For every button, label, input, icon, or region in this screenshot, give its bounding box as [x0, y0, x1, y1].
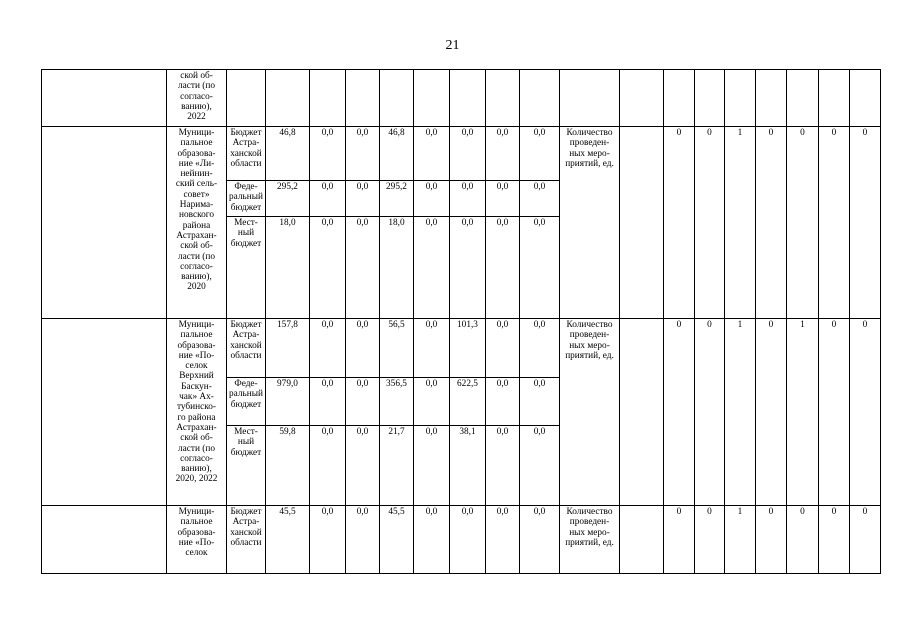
executor-cell: Муници- пальное образова- ние «По- селок [167, 506, 227, 574]
indicator-value-cell: 1 [725, 319, 756, 506]
value-cell: 0,0 [346, 426, 380, 506]
measure-cell [42, 319, 167, 506]
indicator-value-cell: 0 [695, 319, 725, 506]
indicator-value-cell: 0 [787, 127, 819, 319]
value-cell: 0,0 [414, 426, 450, 506]
empty-cell [310, 70, 346, 127]
value-cell: 0,0 [310, 506, 346, 574]
empty-cell [560, 70, 620, 127]
page-number: 21 [445, 38, 460, 53]
indicator-value-cell: 0 [664, 127, 695, 319]
indicator-value-cell: 0 [664, 319, 695, 506]
empty-cell [227, 70, 266, 127]
value-cell: 295,2 [266, 181, 310, 217]
empty-cell [620, 70, 664, 127]
executor-cell: Муници- пальное образова- ние «По- селок Верхний Баскун- чак» Ах- тубинско- го района Астрахан- ской об- ласти (по согласо- ванию), 2020, 2022 [167, 319, 227, 506]
value-cell: 0,0 [346, 378, 380, 426]
funding-source-cell: Феде- ральный бюджет [227, 181, 266, 217]
value-cell: 46,8 [380, 127, 414, 181]
indicator-base-cell [620, 319, 664, 506]
empty-cell [664, 70, 695, 127]
value-cell: 0,0 [486, 127, 520, 181]
value-cell: 0,0 [414, 127, 450, 181]
indicator-base-cell [620, 506, 664, 574]
table-row [42, 70, 881, 127]
measure-cell [42, 506, 167, 574]
value-cell: 0,0 [520, 378, 560, 426]
value-cell: 622,5 [450, 378, 486, 426]
value-cell: 46,8 [266, 127, 310, 181]
value-cell: 0,0 [346, 127, 380, 181]
executor-cell: ской об- ласти (по согласо- ванию), 2022 [167, 70, 227, 127]
value-cell: 101,3 [450, 319, 486, 378]
empty-cell [725, 70, 756, 127]
value-cell: 0,0 [310, 319, 346, 378]
indicator-value-cell: 0 [756, 127, 787, 319]
value-cell: 0,0 [310, 127, 346, 181]
value-cell: 0,0 [414, 217, 450, 319]
indicator-value-cell: 0 [850, 319, 881, 506]
empty-cell [346, 70, 380, 127]
indicator-value-cell: 0 [819, 506, 850, 574]
indicator-value-cell: 0 [787, 506, 819, 574]
measure-cell [42, 127, 167, 319]
value-cell: 979,0 [266, 378, 310, 426]
empty-cell [850, 70, 881, 127]
empty-cell [414, 70, 450, 127]
value-cell: 45,5 [266, 506, 310, 574]
indicator-value-cell: 0 [756, 506, 787, 574]
empty-cell [266, 70, 310, 127]
value-cell: 0,0 [520, 506, 560, 574]
value-cell: 0,0 [450, 506, 486, 574]
funding-source-cell: Мест- ный бюджет [227, 217, 266, 319]
value-cell: 18,0 [266, 217, 310, 319]
indicator-value-cell: 1 [725, 127, 756, 319]
value-cell: 0,0 [486, 378, 520, 426]
empty-cell [520, 70, 560, 127]
indicator-value-cell: 1 [725, 506, 756, 574]
indicator-value-cell: 0 [756, 319, 787, 506]
table-row [42, 319, 881, 378]
value-cell: 18,0 [380, 217, 414, 319]
indicator-cell: Количество проведен- ных меро- приятий, ед. [560, 506, 620, 574]
empty-cell [695, 70, 725, 127]
value-cell: 0,0 [310, 217, 346, 319]
value-cell: 0,0 [486, 181, 520, 217]
value-cell: 157,8 [266, 319, 310, 378]
value-cell: 45,5 [380, 506, 414, 574]
indicator-value-cell: 0 [664, 506, 695, 574]
executor-cell: Муници- пальное образова- ние «Ли- нейнин- ский сель- совет» Нарима- новского района Астрахан- ской об- ласти (по согласо- ванию), 2020 [167, 127, 227, 319]
empty-cell [486, 70, 520, 127]
value-cell: 0,0 [346, 217, 380, 319]
value-cell: 356,5 [380, 378, 414, 426]
indicator-value-cell: 0 [695, 506, 725, 574]
empty-cell [756, 70, 787, 127]
table-row [42, 127, 881, 181]
indicator-base-cell [620, 127, 664, 319]
value-cell: 0,0 [450, 217, 486, 319]
measure-cell [42, 70, 167, 127]
value-cell: 0,0 [346, 506, 380, 574]
indicator-value-cell: 0 [850, 127, 881, 319]
value-cell: 0,0 [520, 127, 560, 181]
value-cell: 38,1 [450, 426, 486, 506]
funding-source-cell: Бюджет Астра- ханской области [227, 127, 266, 181]
indicator-value-cell: 0 [819, 127, 850, 319]
empty-cell [380, 70, 414, 127]
funding-source-cell: Бюджет Астра- ханской области [227, 506, 266, 574]
value-cell: 295,2 [380, 181, 414, 217]
value-cell: 59,8 [266, 426, 310, 506]
indicator-cell: Количество проведен- ных меро- приятий, ед. [560, 127, 620, 319]
value-cell: 0,0 [310, 378, 346, 426]
program-table [41, 69, 881, 574]
indicator-value-cell: 1 [787, 319, 819, 506]
value-cell: 0,0 [520, 217, 560, 319]
value-cell: 0,0 [346, 319, 380, 378]
funding-source-cell: Мест- ный бюджет [227, 426, 266, 506]
value-cell: 0,0 [414, 506, 450, 574]
value-cell: 21,7 [380, 426, 414, 506]
value-cell: 0,0 [486, 506, 520, 574]
value-cell: 0,0 [520, 181, 560, 217]
value-cell: 0,0 [520, 319, 560, 378]
indicator-cell: Количество проведен- ных меро- приятий, ед. [560, 319, 620, 506]
indicator-value-cell: 0 [819, 319, 850, 506]
value-cell: 0,0 [310, 181, 346, 217]
funding-source-cell: Бюджет Астра- ханской области [227, 319, 266, 378]
value-cell: 56,5 [380, 319, 414, 378]
empty-cell [819, 70, 850, 127]
empty-cell [787, 70, 819, 127]
value-cell: 0,0 [414, 181, 450, 217]
value-cell: 0,0 [450, 181, 486, 217]
value-cell: 0,0 [486, 319, 520, 378]
empty-cell [450, 70, 486, 127]
value-cell: 0,0 [414, 378, 450, 426]
value-cell: 0,0 [310, 426, 346, 506]
value-cell: 0,0 [520, 426, 560, 506]
value-cell: 0,0 [486, 426, 520, 506]
value-cell: 0,0 [450, 127, 486, 181]
funding-source-cell: Феде- ральный бюджет [227, 378, 266, 426]
value-cell: 0,0 [346, 181, 380, 217]
table-row [42, 506, 881, 574]
indicator-value-cell: 0 [850, 506, 881, 574]
value-cell: 0,0 [414, 319, 450, 378]
indicator-value-cell: 0 [695, 127, 725, 319]
value-cell: 0,0 [486, 217, 520, 319]
